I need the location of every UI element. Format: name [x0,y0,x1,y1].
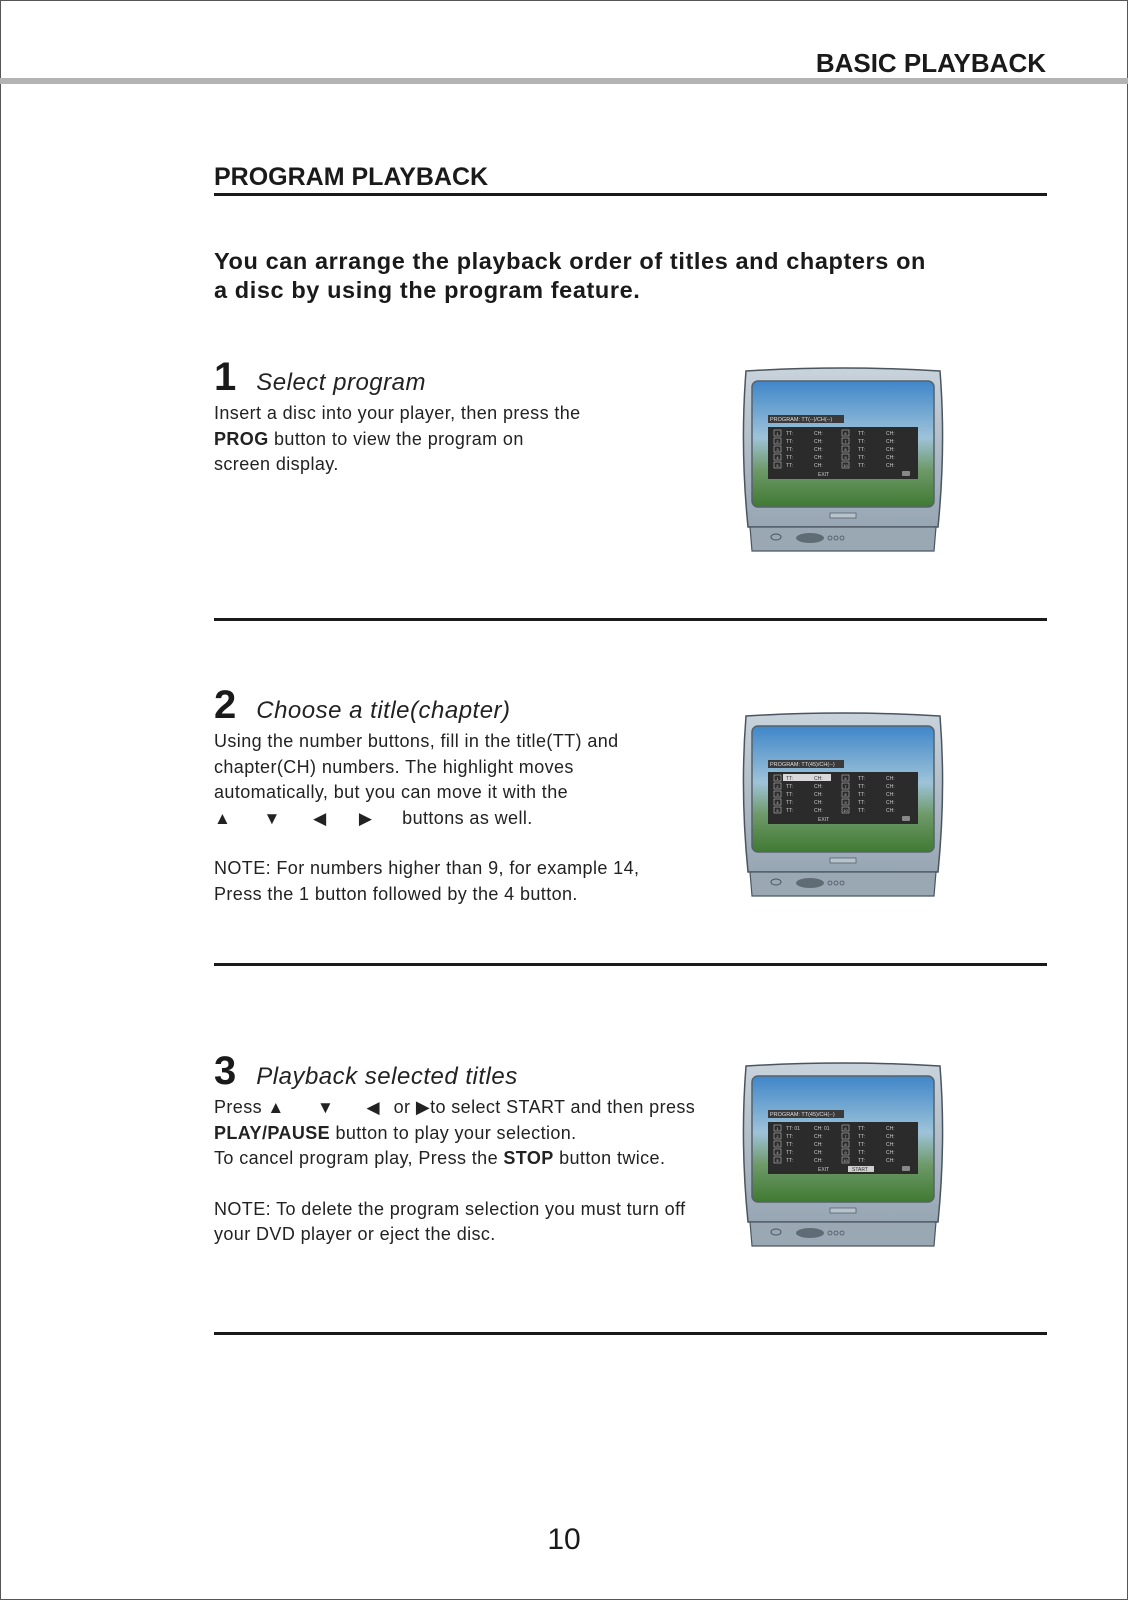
step-text-line: screen display. [214,454,339,474]
osd-slot-number: 3 [776,792,779,797]
osd-slot-number: 1 [776,1126,779,1131]
header-title: BASIC PLAYBACK [815,48,1046,78]
step-title: Select program [256,369,426,396]
step-3 [214,1049,734,1248]
osd-slot-number: 7 [844,439,847,444]
osd-slot-number: 10 [843,808,848,813]
osd-enter-icon [902,471,910,476]
osd-slot-number: 3 [776,1142,779,1147]
osd-exit: EXIT [818,472,830,478]
osd-cell: CH: [814,431,823,437]
intro-line-2: a disc by using the program feature. [214,277,641,303]
tv-badge [830,858,856,863]
osd-cell: TT: [786,1158,793,1164]
osd-cell: TT: [786,808,793,814]
osd-cell: CH: [814,808,823,814]
osd-cell: TT: [858,792,865,798]
osd-cell: TT: [786,447,793,453]
osd-cell: TT: [786,792,793,798]
step-body [214,1095,734,1248]
osd-slot-number: 9 [844,800,847,805]
osd-cell: TT: [786,1142,793,1148]
osd-cell: TT: [786,776,793,782]
osd-cell: CH: [886,447,895,453]
intro-text [214,247,1014,305]
osd-slot-number: 5 [776,808,779,813]
osd-slot-number: 2 [776,1134,779,1139]
osd-slot-number: 8 [844,792,847,797]
osd-slot-number: 5 [776,463,779,468]
osd-cell: CH: [814,1142,823,1148]
tv-sensor [796,1228,824,1238]
osd-cell: CH: [886,776,895,782]
osd-cell: CH: [886,1142,895,1148]
osd-cell: CH: [886,1150,895,1156]
osd-cell: CH: [814,455,823,461]
osd-cell: CH: [814,1158,823,1164]
osd-cell: TT: [858,784,865,790]
osd-cell: CH: [886,1158,895,1164]
osd-slot-number: 6 [844,431,847,436]
right-arrow-icon: ▶ [415,1097,431,1117]
osd-cell: TT: [858,808,865,814]
osd-enter-icon [902,1166,910,1171]
osd-cell: CH: [814,1134,823,1140]
osd-cell: TT: [858,455,865,461]
step-text-line: Press ▲ ▼ ◀or ▶to select START and then press [214,1095,734,1121]
osd-slot-number: 1 [776,776,779,781]
osd-cell: TT: [858,439,865,445]
step-number: 1 [214,355,237,399]
osd-cell: TT: [858,776,865,782]
note-line: NOTE: For numbers higher than 9, for example 14, [214,858,640,878]
osd-cell: TT: [786,1150,793,1156]
step-1 [214,355,734,478]
osd-cell: CH: [886,1126,895,1132]
osd-cell: CH: [886,455,895,461]
osd-slot-number: 2 [776,439,779,444]
step-title: Playback selected titles [256,1063,518,1090]
intro-line-1: You can arrange the playback order of titles and chapters on [214,248,927,274]
osd-slot-number: 10 [843,1158,848,1163]
osd-cell: CH: [886,1134,895,1140]
osd-cell: CH: 01 [814,1126,830,1132]
osd-cell: CH: [814,463,823,469]
osd-slot-number: 6 [844,776,847,781]
step-text-line: automatically, but you can move it with the [214,782,569,802]
step-text-line: chapter(CH) numbers. The highlight moves [214,756,574,777]
step-text-line: Insert a disc into your player, then press the [214,403,581,423]
osd-slot-number: 4 [776,455,779,460]
osd-slot-number: 7 [844,1134,847,1139]
osd-cell: TT: 01 [786,1126,800,1132]
osd-cell: CH: [814,800,823,806]
osd-slot-number: 5 [776,1158,779,1163]
tv-illustration [738,367,948,559]
step-text-line: To cancel program play, Press the STOP button twice. [214,1148,666,1168]
note-line: your DVD player or eject the disc. [214,1224,496,1244]
osd-cell: CH: [886,792,895,798]
osd-cell: CH: [814,792,823,798]
step-text-line: ▲ ▼ ◀ ▶ buttons as well. [214,806,734,832]
osd-slot-number: 8 [844,1142,847,1147]
osd-cell: CH: [814,1150,823,1156]
section-divider [214,1332,1047,1335]
osd-cell: TT: [786,431,793,437]
tv-base [750,1222,936,1246]
osd-cell: CH: [886,431,895,437]
osd-cell: TT: [786,455,793,461]
tv-illustration [738,1062,948,1254]
prog-button-label: PROG [214,428,269,449]
tv-badge [830,513,856,518]
page-number: 10 [547,1523,581,1556]
osd-cell: CH: [814,439,823,445]
step-number: 2 [214,683,237,727]
osd-cell: TT: [858,447,865,453]
note-line: NOTE: To delete the program selection you must turn off [214,1198,686,1219]
osd-cell: TT: [858,800,865,806]
step-text-line: PLAY/PAUSE button to play your selection. [214,1122,577,1143]
step-text-line: Using the number buttons, fill in the title(TT) and [214,731,619,751]
arrow-buttons-icons: ▲ ▼ ◀ ▶ [214,808,386,828]
osd-cell: TT: [858,1150,865,1156]
osd-cell: TT: [786,463,793,469]
section-title: PROGRAM PLAYBACK [214,163,489,191]
osd-cell: CH: [886,463,895,469]
step-text-line: PROG button to view the program on [214,428,524,449]
step-body [214,729,734,907]
osd-cell: TT: [786,1134,793,1140]
osd-exit: EXIT [818,1167,830,1173]
osd-cell: TT: [858,1142,865,1148]
step-number: 3 [214,1049,237,1093]
osd-cell: CH: [886,808,895,814]
osd-slot-number: 4 [776,1150,779,1155]
osd-slot-number: 9 [844,1150,847,1155]
osd-enter-icon [902,816,910,821]
step-body [214,401,734,478]
tv-base [750,527,936,551]
osd-exit: EXIT [818,817,830,823]
step-2 [214,683,734,907]
osd-cell: TT: [786,800,793,806]
section-divider [214,963,1047,966]
osd-slot-number: 8 [844,447,847,452]
tv-sensor [796,878,824,888]
section-divider [214,618,1047,621]
osd-slot-number: 3 [776,447,779,452]
osd-slot-number: 1 [776,431,779,436]
osd-cell: CH: [886,784,895,790]
osd-cell: TT: [858,463,865,469]
osd-header: PROGRAM: TT(45)/CH(--) [770,1112,835,1118]
osd-cell: TT: [786,439,793,445]
section-title-rule [214,193,1047,196]
arrow-buttons-icons: ▲ ▼ ◀ [267,1098,394,1117]
osd-cell: TT: [858,1134,865,1140]
osd-cell: TT: [858,1126,865,1132]
osd-cell: TT: [786,784,793,790]
osd-cell: CH: [886,800,895,806]
osd-cell: TT: [858,431,865,437]
tv-base [750,872,936,896]
play-pause-button-label: PLAY/PAUSE [214,1122,331,1143]
osd-slot-number: 2 [776,784,779,789]
osd-cell: CH: [814,447,823,453]
tv-sensor [796,533,824,543]
stop-button-label: STOP [503,1148,554,1168]
step-title: Choose a title(chapter) [256,697,511,724]
tv-illustration [738,712,948,904]
osd-header: PROGRAM: TT(45)/CH(--) [770,762,835,768]
osd-slot-number: 9 [844,455,847,460]
osd-slot-number: 7 [844,784,847,789]
osd-slot-number: 10 [843,463,848,468]
osd-cell: CH: [886,439,895,445]
note-line: Press the 1 button followed by the 4 button. [214,883,578,904]
osd-cell: CH: [814,776,823,782]
osd-slot-number: 6 [844,1126,847,1131]
osd-cell: TT: [858,1158,865,1164]
osd-cell: CH: [814,784,823,790]
osd-header: PROGRAM: TT(--)/CH(--) [770,417,833,423]
osd-start: START [852,1167,868,1173]
osd-slot-number: 4 [776,800,779,805]
tv-badge [830,1208,856,1213]
